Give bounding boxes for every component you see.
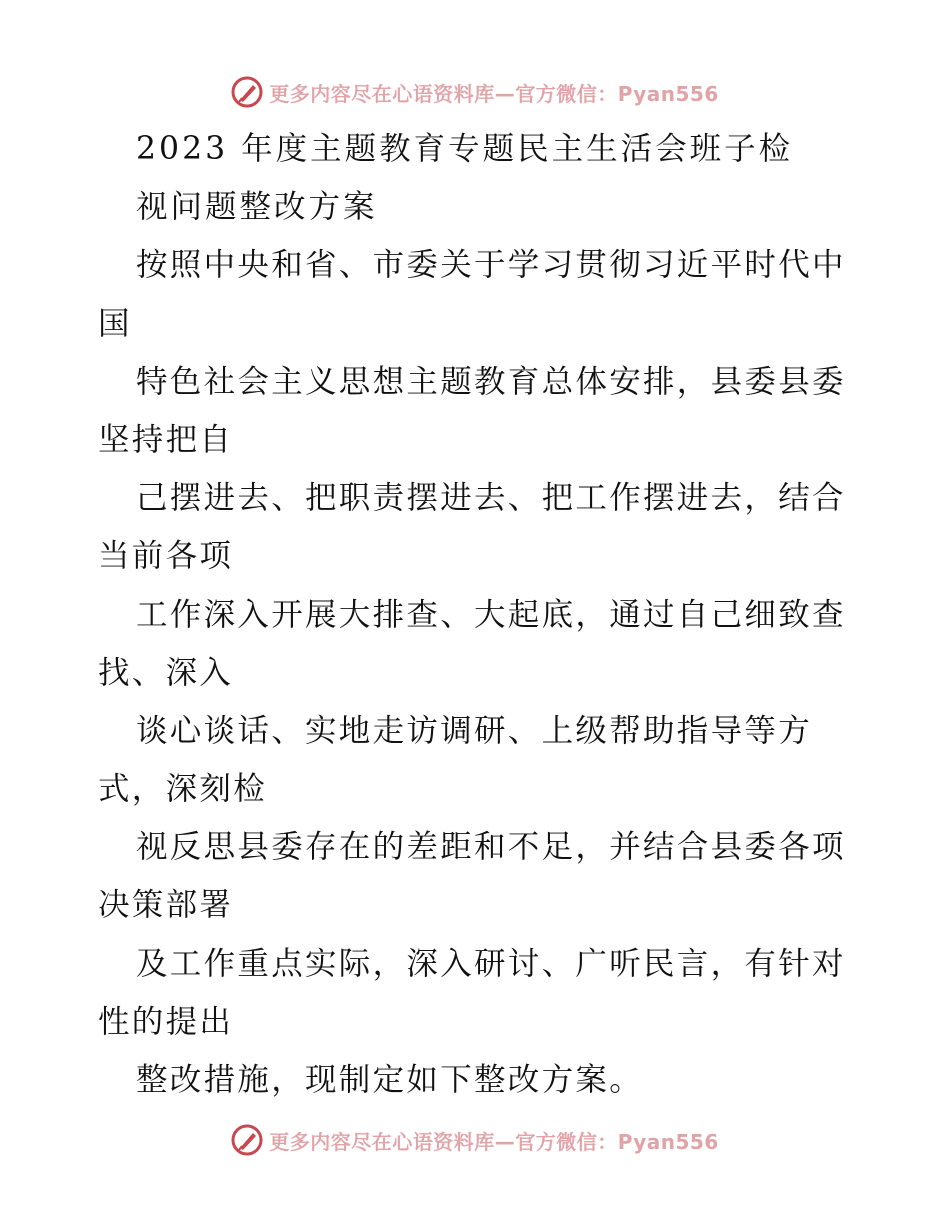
doc-line: 按照中央和省、市委关于学习贯彻习近平时代中 bbox=[136, 247, 846, 284]
doc-line: 性的提出 bbox=[98, 1003, 234, 1040]
watermark-text: 更多内容尽在心语资料库—官方微信：Pyan556 bbox=[269, 1129, 719, 1154]
doc-line: 式，深刻检 bbox=[98, 771, 268, 808]
doc-line: 工作深入开展大排查、大起底，通过自己细致查 bbox=[136, 596, 846, 633]
quill-pen-logo-icon bbox=[231, 76, 263, 108]
doc-line: 坚持把自 bbox=[98, 421, 234, 458]
doc-line: 整改措施，现制定如下整改方案。 bbox=[136, 1062, 644, 1098]
quill-pen-logo-icon bbox=[231, 1124, 263, 1156]
doc-line: 国 bbox=[98, 305, 132, 342]
doc-line: 决策部署 bbox=[98, 887, 234, 924]
doc-line: 及工作重点实际，深入研讨、广听民言，有针对 bbox=[136, 945, 846, 982]
doc-title-line-2: 视问题整改方案 bbox=[136, 189, 378, 226]
doc-line: 特色社会主义思想主题教育总体安排，县委县委 bbox=[136, 363, 846, 400]
document-body bbox=[98, 120, 858, 1109]
header-watermark bbox=[0, 72, 950, 112]
doc-title-line-1: 2023 年度主题教育专题民主生活会班子检 bbox=[136, 131, 794, 167]
doc-line: 己摆进去、把职责摆进去、把工作摆进去，结合 bbox=[136, 480, 846, 517]
doc-line: 当前各项 bbox=[98, 538, 234, 575]
footer-watermark bbox=[0, 1120, 950, 1160]
doc-line: 谈心谈话、实地走访调研、上级帮助指导等方 bbox=[136, 712, 813, 749]
doc-line: 视反思县委存在的差距和不足，并结合县委各项 bbox=[136, 829, 846, 866]
watermark-text: 更多内容尽在心语资料库—官方微信：Pyan556 bbox=[269, 81, 719, 106]
doc-line: 找、深入 bbox=[98, 654, 234, 691]
